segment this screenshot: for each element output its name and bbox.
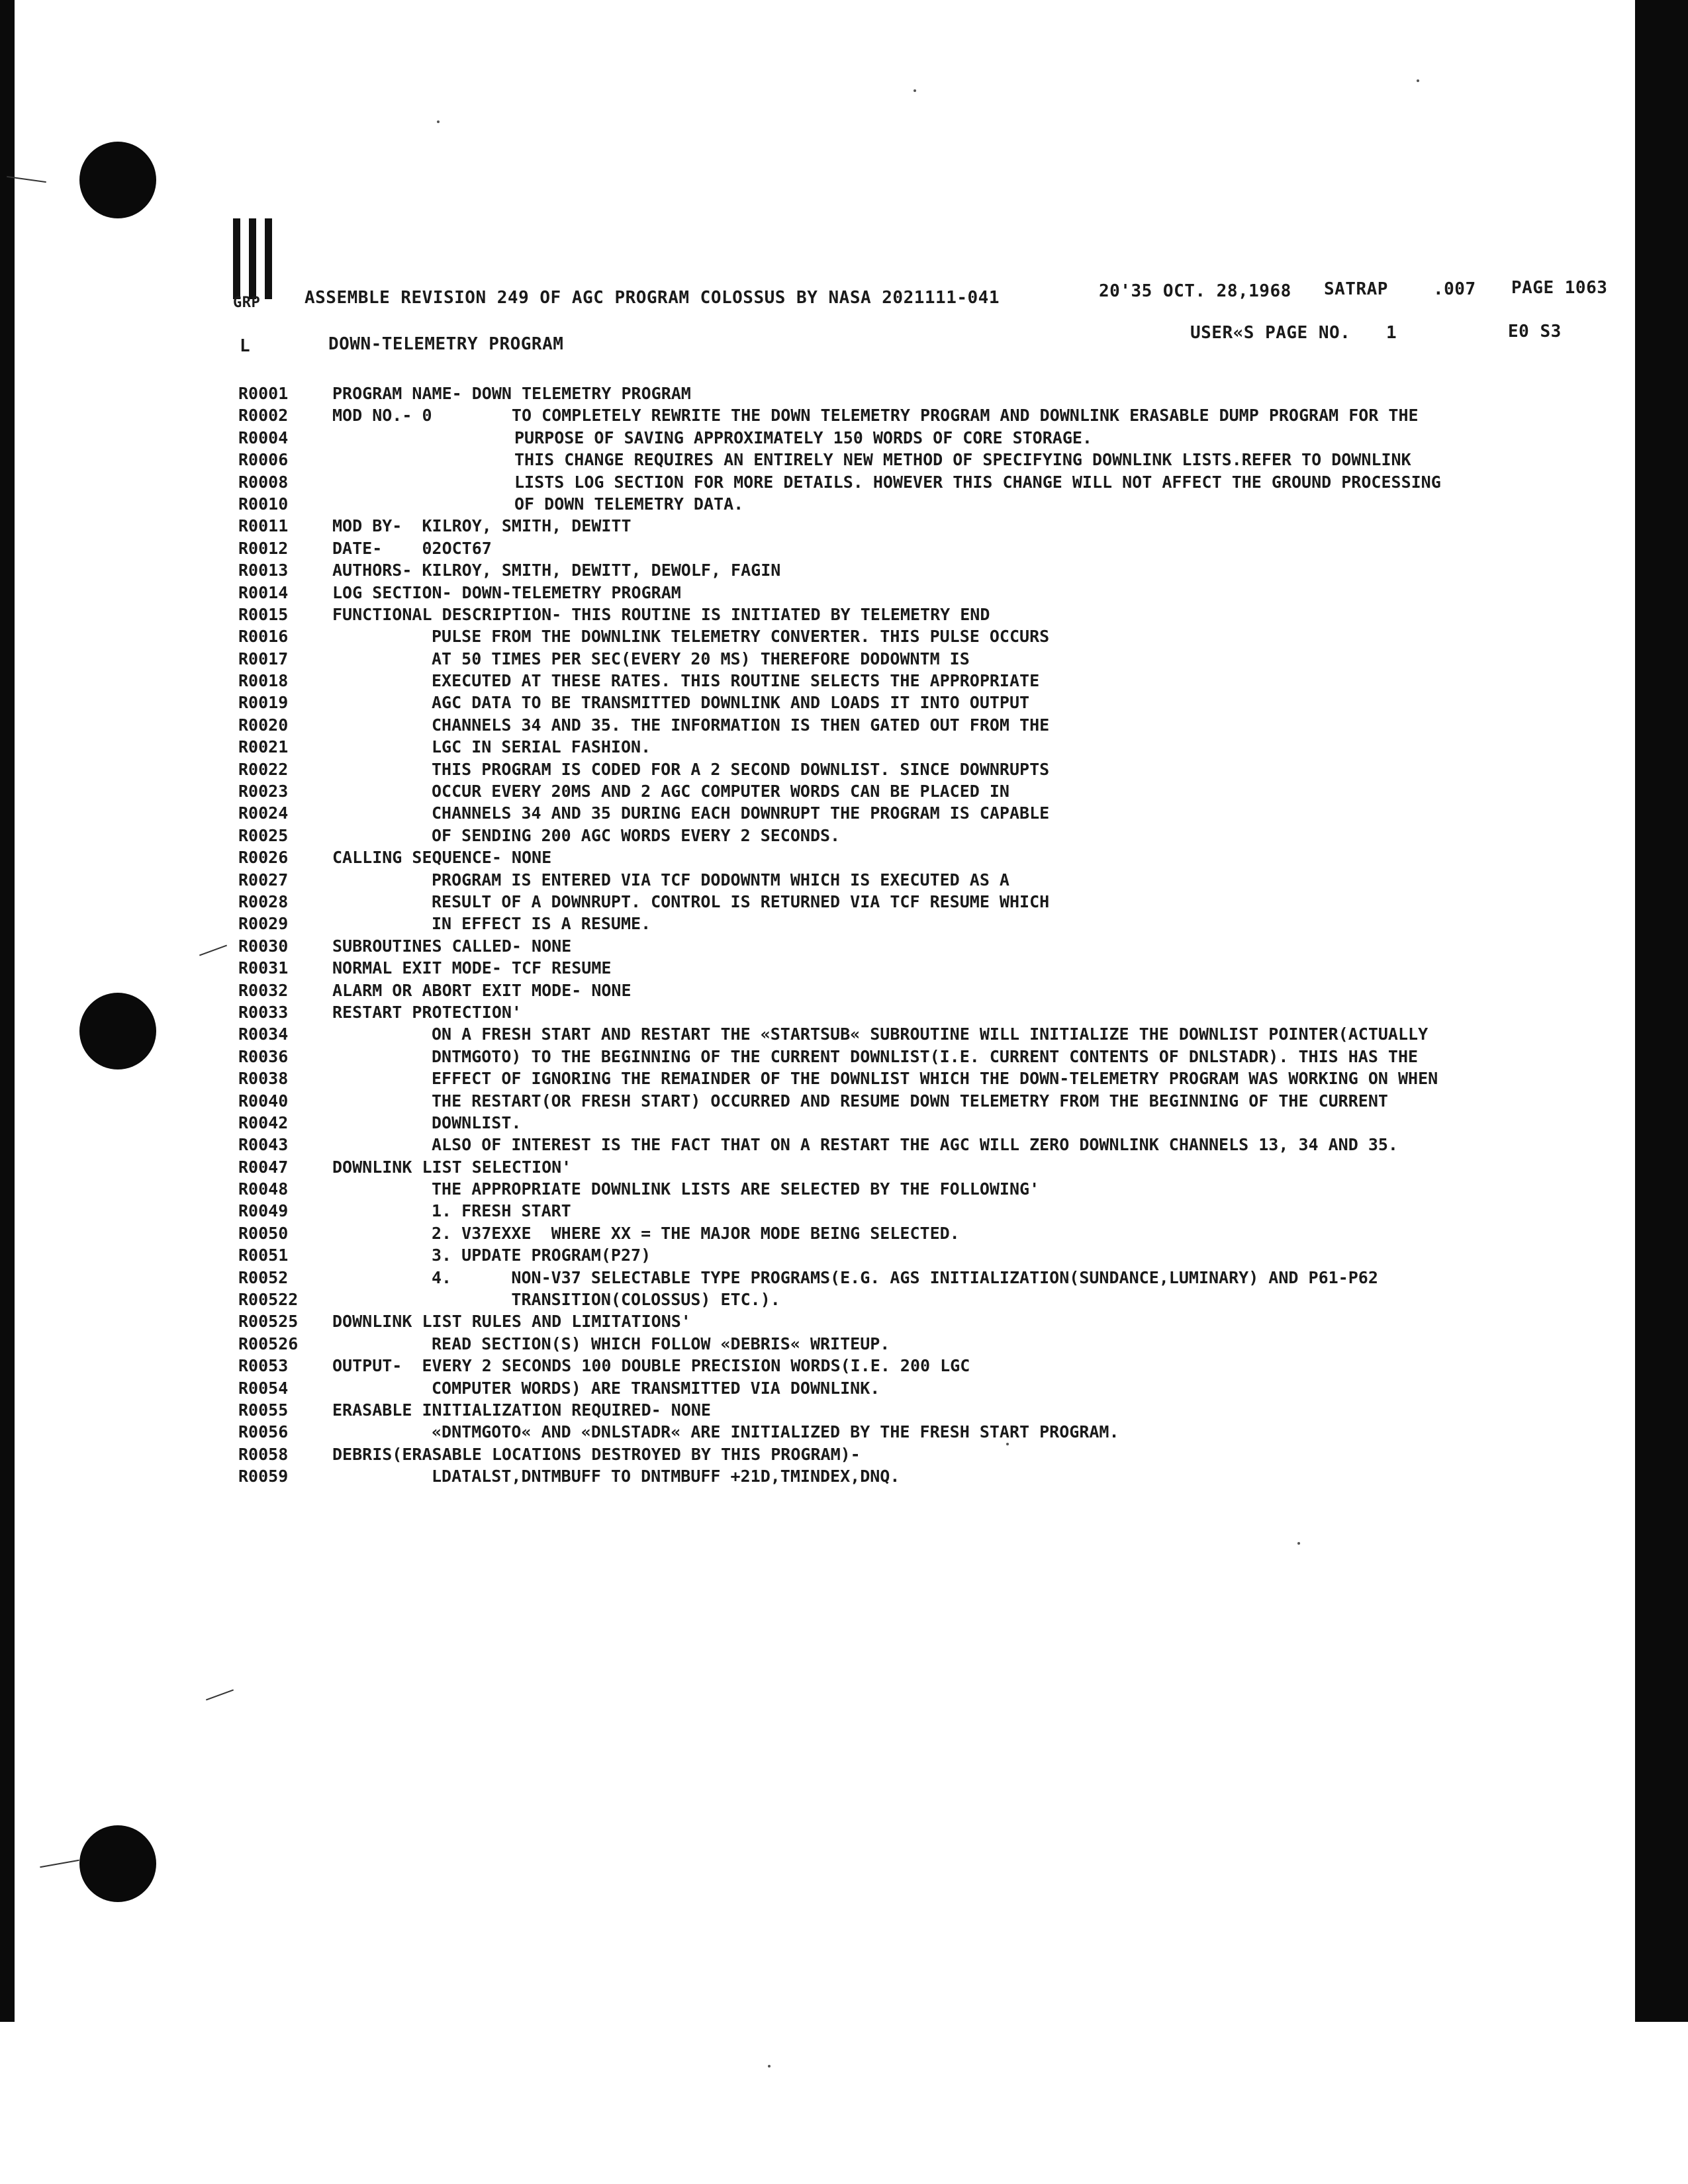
assembly-line: ASSEMBLE REVISION 249 OF AGC PROGRAM COLOSSUS BY NASA 2021111-041	[305, 288, 1000, 308]
listing-line	[238, 1068, 1615, 1089]
program-listing	[238, 383, 1615, 1488]
line-number: R0052	[238, 1267, 289, 1287]
line-number: R00525	[238, 1312, 299, 1332]
line-text: READ SECTION(S) WHICH FOLLOW «DEBRIS« WRITEUP.	[432, 1334, 890, 1353]
line-text: LISTS LOG SECTION FOR MORE DETAILS. HOWEVER THIS CHANGE WILL NOT AFFECT THE GROUND PROCESSING	[514, 472, 1441, 492]
line-number: R0056	[238, 1422, 289, 1442]
line-number: R0033	[238, 1002, 289, 1022]
listing-line	[238, 1289, 1615, 1310]
listing-line	[238, 869, 1615, 891]
listing-line	[238, 1200, 1615, 1222]
line-text: EXECUTED AT THESE RATES. THIS ROUTINE SELECTS THE APPROPRIATE	[432, 671, 1040, 691]
listing-line	[238, 957, 1615, 979]
line-text: PROGRAM NAME- DOWN TELEMETRY PROGRAM	[332, 384, 691, 403]
scan-speck	[437, 120, 440, 123]
line-text: RESTART PROTECTION'	[332, 1002, 522, 1022]
scan-left-edge	[0, 0, 15, 2022]
listing-line	[238, 582, 1615, 604]
assembler-name: SATRAP	[1324, 279, 1388, 299]
line-text: LGC IN SERIAL FASHION.	[432, 737, 651, 757]
line-number: R00522	[238, 1290, 299, 1310]
line-text: SUBROUTINES CALLED- NONE	[332, 936, 572, 956]
line-number: R00526	[238, 1334, 299, 1353]
line-text: OCCUR EVERY 20MS AND 2 AGC COMPUTER WORDS CAN BE PLACED IN	[432, 782, 1009, 801]
line-text: OUTPUT- EVERY 2 SECONDS 100 DOUBLE PRECISION WORDS(I.E. 200 LGC	[332, 1356, 970, 1376]
line-number: R0021	[238, 737, 289, 757]
listing-line	[238, 1465, 1615, 1487]
line-number: R0027	[238, 870, 289, 889]
line-text: PULSE FROM THE DOWNLINK TELEMETRY CONVERTER. THIS PULSE OCCURS	[432, 627, 1050, 647]
line-number: R0030	[238, 936, 289, 956]
listing-line	[238, 979, 1615, 1001]
line-text: DOWNLINK LIST RULES AND LIMITATIONS'	[332, 1312, 691, 1332]
line-number: R0034	[238, 1024, 289, 1044]
listing-line	[238, 1156, 1615, 1178]
line-text: THIS CHANGE REQUIRES AN ENTIRELY NEW METHOD OF SPECIFYING DOWNLINK LISTS.REFER TO DOWNLINK	[514, 450, 1411, 470]
listing-line	[238, 1222, 1615, 1244]
listing-line	[238, 802, 1615, 824]
listing-line	[238, 714, 1615, 736]
line-text: MOD BY- KILROY, SMITH, DEWITT	[332, 516, 632, 536]
listing-line	[238, 1112, 1615, 1134]
listing-line	[238, 825, 1615, 846]
margin-tick	[206, 1690, 234, 1701]
listing-line	[238, 515, 1615, 537]
line-number: R0008	[238, 472, 289, 492]
user-page-label: USER«S PAGE NO.	[1190, 323, 1351, 343]
punch-bar	[233, 218, 240, 299]
listing-line	[238, 891, 1615, 913]
listing-line	[238, 1134, 1615, 1156]
line-text: CHANNELS 34 AND 35. THE INFORMATION IS THEN GATED OUT FROM THE	[432, 715, 1050, 735]
line-text: CALLING SEQUENCE- NONE	[332, 848, 552, 868]
listing-line	[238, 1333, 1615, 1355]
line-text: CHANNELS 34 AND 35 DURING EACH DOWNRUPT THE PROGRAM IS CAPABLE	[432, 803, 1050, 823]
listing-line	[238, 559, 1615, 581]
line-number: R0016	[238, 627, 289, 647]
line-number: R0006	[238, 450, 289, 470]
line-number: R0026	[238, 848, 289, 868]
line-number: R0012	[238, 538, 289, 558]
listing-line	[238, 780, 1615, 802]
line-text: DOWNLIST.	[432, 1113, 522, 1132]
line-number: R0029	[238, 914, 289, 934]
line-number: R0018	[238, 671, 289, 691]
line-text: ALSO OF INTEREST IS THE FACT THAT ON A RESTART THE AGC WILL ZERO DOWNLINK CHANNELS 13, 34 AND 35.	[432, 1135, 1398, 1155]
punch-mark-label: GRP	[233, 295, 261, 311]
line-text: DEBRIS(ERASABLE LOCATIONS DESTROYED BY THIS PROGRAM)-	[332, 1444, 861, 1464]
listing-type-code: L	[240, 336, 251, 356]
line-number: R0055	[238, 1400, 289, 1420]
listing-line	[238, 1443, 1615, 1465]
margin-tick	[199, 945, 227, 956]
listing-line	[238, 736, 1615, 758]
line-text: «DNTMGOTO« AND «DNLSTADR« ARE INITIALIZED BY THE FRESH START PROGRAM.	[432, 1422, 1119, 1442]
line-text: THE RESTART(OR FRESH START) OCCURRED AND RESUME DOWN TELEMETRY FROM THE BEGINNING OF THE CURRENT	[432, 1091, 1388, 1111]
line-text: ERASABLE INITIALIZATION REQUIRED- NONE	[332, 1400, 711, 1420]
scan-speck	[1297, 1542, 1300, 1545]
page-number: PAGE 1063	[1511, 278, 1608, 298]
line-number: R0023	[238, 782, 289, 801]
line-text: OF DOWN TELEMETRY DATA.	[514, 494, 744, 514]
listing-line	[238, 1310, 1615, 1332]
line-number: R0051	[238, 1246, 289, 1265]
listing-line	[238, 1377, 1615, 1399]
line-number: R0011	[238, 516, 289, 536]
line-text: FUNCTIONAL DESCRIPTION- THIS ROUTINE IS INITIATED BY TELEMETRY END	[332, 604, 990, 624]
listing-line	[238, 648, 1615, 670]
listing-line	[238, 758, 1615, 780]
line-text: ON A FRESH START AND RESTART THE «STARTSUB« SUBROUTINE WILL INITIALIZE THE DOWNLIST POINTER(ACTUALLY	[432, 1024, 1429, 1044]
line-text: LDATALST,DNTMBUFF TO DNTMBUFF +21D,TMINDEX,DNQ.	[432, 1467, 900, 1486]
line-number: R0010	[238, 494, 289, 514]
listing-line	[238, 383, 1615, 404]
line-number: R0013	[238, 561, 289, 580]
line-number: R0050	[238, 1223, 289, 1243]
margin-tick	[40, 1860, 79, 1868]
scan-right-edge	[1635, 0, 1688, 2022]
listing-line	[238, 913, 1615, 934]
line-text: PURPOSE OF SAVING APPROXIMATELY 150 WORDS OF CORE STORAGE.	[514, 428, 1092, 447]
binder-hole-bottom	[79, 1825, 156, 1902]
line-number: R0053	[238, 1356, 289, 1376]
listing-line	[238, 1355, 1615, 1377]
line-number: R0058	[238, 1444, 289, 1464]
scan-speck	[914, 89, 916, 92]
line-number: R0014	[238, 582, 289, 602]
assembler-version: .007	[1433, 279, 1476, 299]
listing-line	[238, 471, 1615, 493]
line-text: 2. V37EXXE WHERE XX = THE MAJOR MODE BEING SELECTED.	[432, 1223, 960, 1243]
line-number: R0047	[238, 1157, 289, 1177]
line-number: R0004	[238, 428, 289, 447]
listing-line	[238, 1023, 1615, 1045]
line-text: DATE- 02OCT67	[332, 538, 492, 558]
listing-line	[238, 846, 1615, 868]
punch-bar	[249, 218, 256, 299]
line-number: R0042	[238, 1113, 289, 1132]
listing-line	[238, 537, 1615, 559]
punch-mark-bars	[233, 218, 278, 299]
line-text: DOWNLINK LIST SELECTION'	[332, 1157, 572, 1177]
listing-line	[238, 1178, 1615, 1200]
line-text: 4. NON-V37 SELECTABLE TYPE PROGRAMS(E.G. AGS INITIALIZATION(SUNDANCE,LUMINARY) AND P61-P62	[432, 1267, 1378, 1287]
listing-line	[238, 625, 1615, 647]
line-number: R0019	[238, 693, 289, 713]
line-text: RESULT OF A DOWNRUPT. CONTROL IS RETURNED VIA TCF RESUME WHICH	[432, 891, 1050, 911]
line-number: R0048	[238, 1179, 289, 1199]
section-title: DOWN-TELEMETRY PROGRAM	[328, 334, 564, 354]
line-number: R0028	[238, 891, 289, 911]
listing-line	[238, 1421, 1615, 1443]
line-number: R0017	[238, 649, 289, 668]
line-text: 1. FRESH START	[432, 1201, 571, 1221]
line-number: R0043	[238, 1135, 289, 1155]
line-text: OF SENDING 200 AGC WORDS EVERY 2 SECONDS.	[432, 825, 841, 845]
line-number: R0025	[238, 825, 289, 845]
user-page-number: 1	[1386, 323, 1397, 343]
line-number: R0015	[238, 604, 289, 624]
listing-line	[238, 1001, 1615, 1023]
line-text: DNTMGOTO) TO THE BEGINNING OF THE CURRENT DOWNLIST(I.E. CURRENT CONTENTS OF DNLSTADR). THIS HAS THE	[432, 1046, 1419, 1066]
line-text: THE APPROPRIATE DOWNLINK LISTS ARE SELECTED BY THE FOLLOWING'	[432, 1179, 1040, 1199]
line-number: R0001	[238, 384, 289, 403]
listing-line	[238, 1090, 1615, 1112]
line-number: R0059	[238, 1467, 289, 1486]
line-number: R0022	[238, 759, 289, 779]
listing-line	[238, 449, 1615, 471]
line-text: MOD NO.- 0 TO COMPLETELY REWRITE THE DOWN TELEMETRY PROGRAM AND DOWNLINK ERASABLE DUMP PROGRAM FOR THE	[332, 406, 1419, 426]
listing-line	[238, 1267, 1615, 1289]
line-number: R0049	[238, 1201, 289, 1221]
assembly-timestamp: 20'35 OCT. 28,1968	[1099, 281, 1291, 301]
line-text: ALARM OR ABORT EXIT MODE- NONE	[332, 980, 632, 1000]
listing-line	[238, 692, 1615, 713]
line-text: AT 50 TIMES PER SEC(EVERY 20 MS) THEREFORE DODOWNTM IS	[432, 649, 970, 668]
binder-hole-middle	[79, 993, 156, 1069]
listing-line	[238, 670, 1615, 692]
listing-line	[238, 427, 1615, 449]
listing-line	[238, 493, 1615, 515]
line-text: NORMAL EXIT MODE- TCF RESUME	[332, 958, 612, 978]
listing-line	[238, 1046, 1615, 1068]
line-text: LOG SECTION- DOWN-TELEMETRY PROGRAM	[332, 582, 681, 602]
punch-bar	[265, 218, 272, 299]
line-number: R0038	[238, 1069, 289, 1089]
line-number: R0024	[238, 803, 289, 823]
listing-line	[238, 1399, 1615, 1421]
line-text: AUTHORS- KILROY, SMITH, DEWITT, DEWOLF, FAGIN	[332, 561, 781, 580]
line-text: EFFECT OF IGNORING THE REMAINDER OF THE DOWNLIST WHICH THE DOWN-TELEMETRY PROGRAM WAS WORKING ON WHEN	[432, 1069, 1438, 1089]
line-number: R0002	[238, 406, 289, 426]
line-number: R0040	[238, 1091, 289, 1111]
scan-speck	[1417, 79, 1419, 82]
line-text: THIS PROGRAM IS CODED FOR A 2 SECOND DOWNLIST. SINCE DOWNRUPTS	[432, 759, 1050, 779]
line-text: 3. UPDATE PROGRAM(P27)	[432, 1246, 651, 1265]
scan-speck	[768, 2065, 771, 2068]
line-text: IN EFFECT IS A RESUME.	[432, 914, 651, 934]
line-text: TRANSITION(COLOSSUS) ETC.).	[432, 1290, 780, 1310]
listing-line	[238, 1244, 1615, 1266]
listing-line	[238, 935, 1615, 957]
line-text: COMPUTER WORDS) ARE TRANSMITTED VIA DOWNLINK.	[432, 1378, 880, 1398]
line-number: R0032	[238, 980, 289, 1000]
line-text: PROGRAM IS ENTERED VIA TCF DODOWNTM WHICH IS EXECUTED AS A	[432, 870, 1009, 889]
line-number: R0020	[238, 715, 289, 735]
line-number: R0054	[238, 1378, 289, 1398]
listing-line	[238, 404, 1615, 426]
line-number: R0036	[238, 1046, 289, 1066]
listing-line	[238, 604, 1615, 625]
binder-hole-top	[79, 142, 156, 218]
line-number: R0031	[238, 958, 289, 978]
listing-code: E0 S3	[1508, 322, 1562, 341]
line-text: AGC DATA TO BE TRANSMITTED DOWNLINK AND LOADS IT INTO OUTPUT	[432, 693, 1030, 713]
